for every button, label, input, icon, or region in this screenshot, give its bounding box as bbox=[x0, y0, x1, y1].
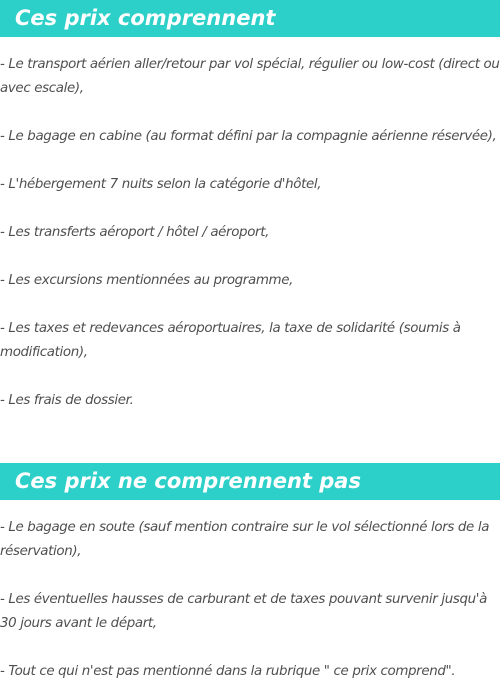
included-item: - Les taxes et redevances aéroportuaires, la taxe de solidarité (soumis à modification), bbox=[0, 321, 461, 360]
included-item: - Le bagage en cabine (au format défini par la compagnie aérienne réservée), bbox=[0, 129, 497, 144]
included-item: - Les transferts aéroport / hôtel / aéroport, bbox=[0, 225, 270, 240]
included-item: - Les excursions mentionnées au programme, bbox=[0, 273, 294, 288]
included-section-title: Ces prix comprennent bbox=[0, 0, 500, 37]
excluded-item: - Le bagage en soute (sauf mention contraire sur le vol sélectionné lors de la réservation), bbox=[0, 520, 490, 559]
included-item: - Les frais de dossier. bbox=[0, 393, 134, 408]
included-item: - L'hébergement 7 nuits selon la catégorie d'hôtel, bbox=[0, 177, 322, 192]
excluded-section-title: Ces prix ne comprennent pas bbox=[0, 463, 500, 500]
included-item: - Le transport aérien aller/retour par vol spécial, régulier ou low-cost (direct ou avec escale), bbox=[0, 57, 500, 96]
excluded-item: - Les éventuelles hausses de carburant et de taxes pouvant survenir jusqu'à 30 jours avant le départ, bbox=[0, 592, 487, 631]
excluded-item: - Tout ce qui n'est pas mentionné dans la rubrique " ce prix comprend". bbox=[0, 664, 456, 679]
